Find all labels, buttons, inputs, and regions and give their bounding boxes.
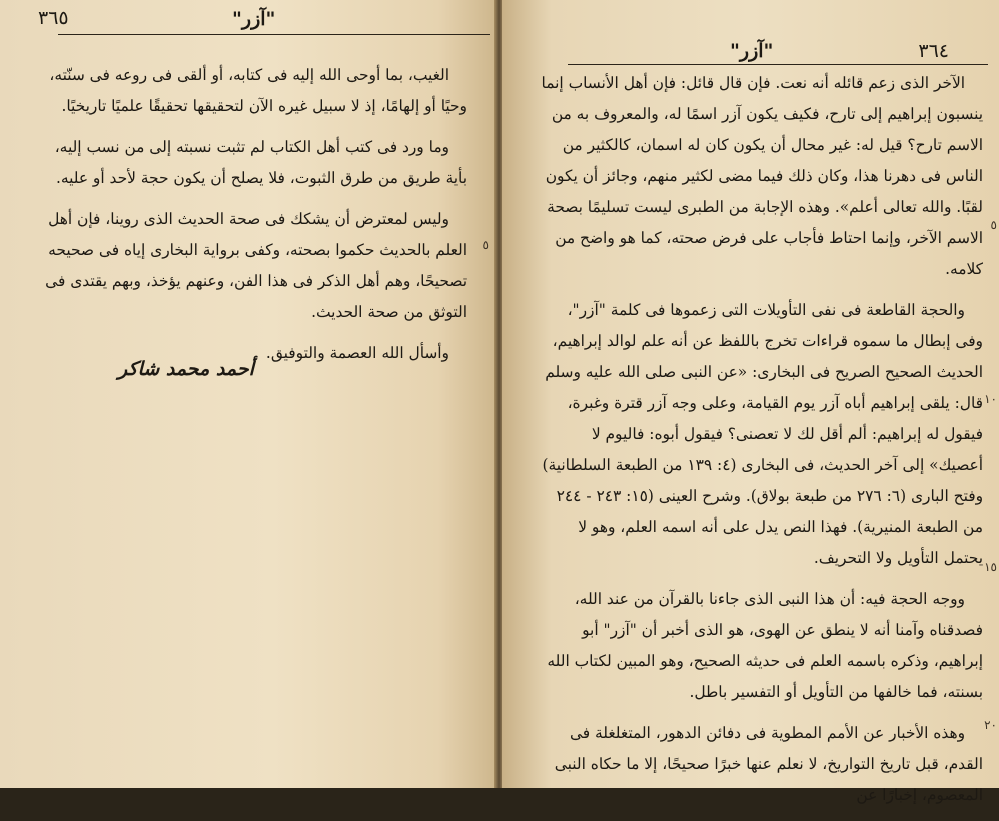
left-page-number: ٣٦٥ [38, 7, 69, 29]
left-margin-line-number: ٥ [482, 238, 489, 252]
right-margin-line-number-15: ١٥ [984, 560, 997, 574]
left-paragraph-4: وأسأل الله العصمة والتوفيق. [265, 344, 449, 362]
left-paragraph-3: وليس لمعترض أن يشكك فى صحة الحديث الذى روينا، فإن أهل العلم بالحديث حكموا بصحته، وكفى برواية البخارى إياه فى صحيحه تصحيحًا، وهم أهل الذكر فى هذا الفن، وعنهم يؤخذ، وبهم يقتدى فى التوثق من صحة الحديث. [45, 210, 467, 321]
left-paragraph-2: وما ورد فى كتب أهل الكتاب لم تثبت نسبته إلى من نسب إليه، بأية طريق من طرق الثبوت، فلا يصلح أن يكون حجة لأحد أو عليه. [54, 138, 467, 187]
right-margin-line-number-20: ٢٠ [984, 718, 997, 732]
author-signature: أحمد محمد شاكر [118, 358, 254, 380]
left-page [0, 0, 497, 788]
right-running-head: "آزر" [730, 40, 774, 62]
left-page-body [44, 60, 467, 379]
right-paragraph-4: وهذه الأخبار عن الأمم المطوية فى دفائن الدهور، المتغلغلة فى القدم، قبل تاريخ التواريخ، لا نعلم عنها خبرًا صحيحًا، إلا ما حكاه النبى المعصوم، إخبارًا عن [554, 724, 983, 804]
right-margin-line-number-10: ١٠ [984, 392, 997, 406]
left-header-rule [58, 34, 490, 35]
left-paragraph-1: الغيب، بما أوحى الله إليه فى كتابه، أو ألقى فى روعه فى سنّته، وحيًا أو إلهامًا، إذ لا سبيل غيره الآن لتحقيقها تحقيقًا علميًا تاريخيًا. [49, 66, 467, 115]
left-running-head: "آزر" [232, 8, 276, 30]
right-paragraph-3: ووجه الحجة فيه: أن هذا النبى الذى جاءنا بالقرآن من عند الله، فصدقناه وآمنا أنه لا ينطق عن الهوى، هو الذى أخبر أن "آزر" أبو إبراهيم، وذكره باسمه العلم فى حديثه الصحيح، وهو المبين لكتاب الله بسنته، فما خالفها من التأويل أو التفسير باطل. [547, 590, 983, 701]
right-paragraph-1: الآخر الذى زعم قائله أنه نعت. فإن قال قائل: فإن أهل الأنساب إنما ينسبون إبراهيم إلى تارح، فكيف يكون آزر اسمًا له، والمعروف به من الاسم تارح؟ قيل له: غير محال أن يكون كان له اسمان، كالكثير من الناس فى دهرنا هذا، وكان ذلك فيما مضى لكثير منهم، وجائز أن يكون لقبًا. والله تعالى أعلم». وهذه الإجابة من الطبرى ليست تسليمًا بصحة الاسم الآخر، وإنما احتاط فأجاب على فرض صحته، كما هو واضح من كلامه. [541, 74, 983, 278]
right-header-rule [568, 64, 988, 65]
right-page-body [536, 68, 983, 821]
left-page-header [0, 0, 497, 40]
right-page-header [502, 0, 999, 62]
right-margin-line-number-5: ٥ [990, 218, 997, 232]
right-page [502, 0, 999, 804]
right-paragraph-2: والحجة القاطعة فى نفى التأويلات التى زعموها فى كلمة "آزر"، وفى إبطال ما سموه قراءات تخرج باللفظ عن أنه علم لوالد إبراهيم، الحديث الصحيح الصريح فى البخارى: «عن النبى صلى الله عليه وسلم قال: يلقى إبراهيم أباه آزر يوم القيامة، وعلى وجه آزر قترة وغبرة، فيقول له إبراهيم: ألم أقل لك لا تعصنى؟ فيقول أبوه: فاليوم لا أعصيك» إلى آخر الحديث، فى البخارى (٤: ١٣٩ من الطبعة السلطانية) وفتح البارى (٦: ٢٧٦ من طبعة بولاق). وشرح العينى (١٥: ٢٤٣ - ٢٤٤ من الطبعة المنيرية). فهذا النص يدل على أنه اسمه العلم، وهو لا يحتمل التأويل ولا التحريف. [542, 301, 983, 567]
right-page-number: ٣٦٤ [918, 40, 949, 62]
